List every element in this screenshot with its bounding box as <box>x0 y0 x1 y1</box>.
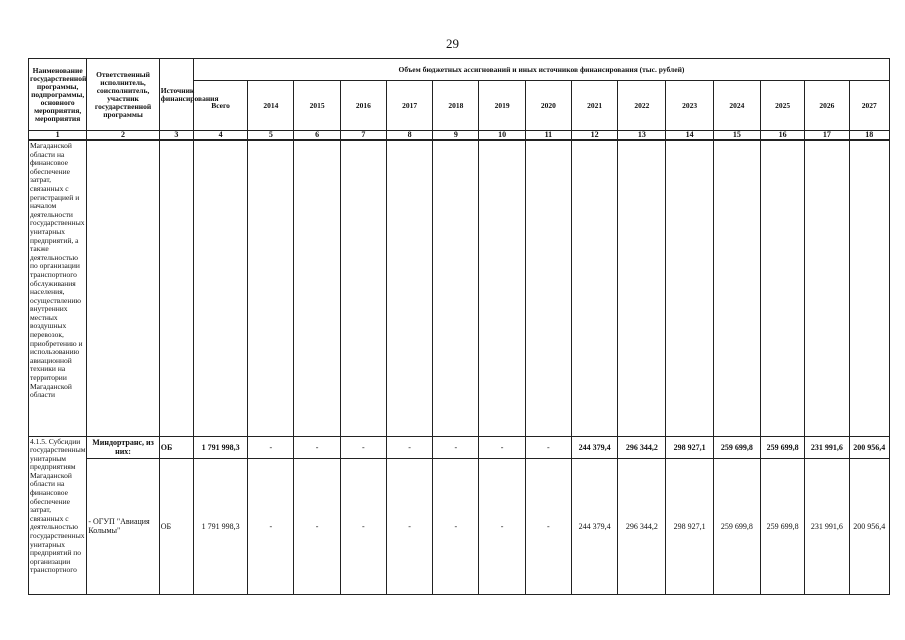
header-year: 2018 <box>433 81 479 131</box>
row-source: ОБ <box>159 458 193 594</box>
value-cell <box>193 140 247 436</box>
value-2018: - <box>433 436 479 458</box>
header-year: 2027 <box>849 81 889 131</box>
value-2016: - <box>340 436 386 458</box>
column-number: 11 <box>525 131 571 141</box>
value-total: 1 791 998,3 <box>193 458 247 594</box>
value-2015: - <box>294 436 340 458</box>
column-number: 12 <box>571 131 617 141</box>
header-volume: Объем бюджетных ассигнований и иных источников финансирования (тыс. рублей) <box>193 59 889 81</box>
row-source: ОБ <box>159 436 193 458</box>
header-year: 2015 <box>294 81 340 131</box>
table-row <box>29 436 890 458</box>
budget-table <box>28 58 890 595</box>
column-number: 4 <box>193 131 247 141</box>
header-name: Наименование государственной программы, подпрограммы, основного мероприятия, мероприятия <box>29 59 87 131</box>
value-cell <box>386 140 432 436</box>
value-cell <box>713 140 760 436</box>
header-year: 2022 <box>618 81 666 131</box>
value-2017: - <box>386 458 432 594</box>
header-source: Источник финансирования <box>159 59 193 131</box>
column-number: 3 <box>159 131 193 141</box>
value-2022: 296 344,2 <box>618 436 666 458</box>
value-2027: 200 956,4 <box>849 436 889 458</box>
header-year: 2017 <box>386 81 432 131</box>
header-year: 2024 <box>713 81 760 131</box>
value-2024: 259 699,8 <box>713 436 760 458</box>
value-2018: - <box>433 458 479 594</box>
value-2022: 296 344,2 <box>618 458 666 594</box>
header-year: 2014 <box>248 81 294 131</box>
value-2017: - <box>386 436 432 458</box>
header-year: 2025 <box>761 81 805 131</box>
value-cell <box>248 140 294 436</box>
column-number: 1 <box>29 131 87 141</box>
value-2026: 231 991,6 <box>805 436 849 458</box>
value-2014: - <box>248 458 294 594</box>
header-year: 2026 <box>805 81 849 131</box>
row-source <box>159 140 193 436</box>
row-responsible: - ОГУП "Авиация Колымы" <box>87 458 159 594</box>
value-cell <box>571 140 617 436</box>
column-number: 18 <box>849 131 889 141</box>
header-year: 2016 <box>340 81 386 131</box>
column-number: 2 <box>87 131 159 141</box>
value-2019: - <box>479 458 525 594</box>
table-row <box>29 458 890 594</box>
value-2021: 244 379,4 <box>571 436 617 458</box>
header-year: 2023 <box>666 81 713 131</box>
value-2023: 298 927,1 <box>666 436 713 458</box>
value-2025: 259 699,8 <box>761 458 805 594</box>
column-number: 16 <box>761 131 805 141</box>
value-2020: - <box>525 436 571 458</box>
value-cell <box>525 140 571 436</box>
column-number: 15 <box>713 131 760 141</box>
header-responsible: Ответственный исполнитель, соисполнитель, участник государственной программы <box>87 59 159 131</box>
page-number: 29 <box>446 36 459 51</box>
value-cell <box>294 140 340 436</box>
value-2021: 244 379,4 <box>571 458 617 594</box>
value-2027: 200 956,4 <box>849 458 889 594</box>
row-responsible: Миндортранс, из них: <box>87 436 159 458</box>
value-2020: - <box>525 458 571 594</box>
column-number: 6 <box>294 131 340 141</box>
row-name: Магаданской области на финансовое обеспечение затрат, связанных с регистрацией и началом деятельности государственных унитарных предприятий, а также деятельностью по организации транспортного обслуживания населения, осуществлению внутренних местных воздушных перевозок, приобретению и использованию авиационной техники на территории Магаданской области <box>29 140 87 436</box>
column-number: 8 <box>386 131 432 141</box>
header-year: Всего <box>193 81 247 131</box>
value-cell <box>761 140 805 436</box>
column-number: 10 <box>479 131 525 141</box>
value-2024: 259 699,8 <box>713 458 760 594</box>
value-2014: - <box>248 436 294 458</box>
column-number: 7 <box>340 131 386 141</box>
header-row-top <box>29 59 890 81</box>
row-name: 4.1.5. Субсидии государственным унитарным предприятиям Магаданской области на финансовое обеспечение затрат, связанных с деятельностью государственных унитарных предприятий по организации транспортного <box>29 436 87 594</box>
value-cell <box>340 140 386 436</box>
value-2025: 259 699,8 <box>761 436 805 458</box>
column-number: 9 <box>433 131 479 141</box>
value-cell <box>849 140 889 436</box>
header-year: 2019 <box>479 81 525 131</box>
value-cell <box>433 140 479 436</box>
value-2019: - <box>479 436 525 458</box>
column-number: 14 <box>666 131 713 141</box>
value-2026: 231 991,6 <box>805 458 849 594</box>
column-number: 5 <box>248 131 294 141</box>
header-year: 2020 <box>525 81 571 131</box>
value-cell <box>618 140 666 436</box>
budget-table-sheet <box>28 58 890 606</box>
value-2023: 298 927,1 <box>666 458 713 594</box>
column-number: 13 <box>618 131 666 141</box>
value-2016: - <box>340 458 386 594</box>
value-total: 1 791 998,3 <box>193 436 247 458</box>
row-responsible <box>87 140 159 436</box>
value-cell <box>479 140 525 436</box>
table-row <box>29 140 890 436</box>
value-cell <box>666 140 713 436</box>
header-year: 2021 <box>571 81 617 131</box>
column-number-row <box>29 131 890 141</box>
column-number: 17 <box>805 131 849 141</box>
value-2015: - <box>294 458 340 594</box>
value-cell <box>805 140 849 436</box>
